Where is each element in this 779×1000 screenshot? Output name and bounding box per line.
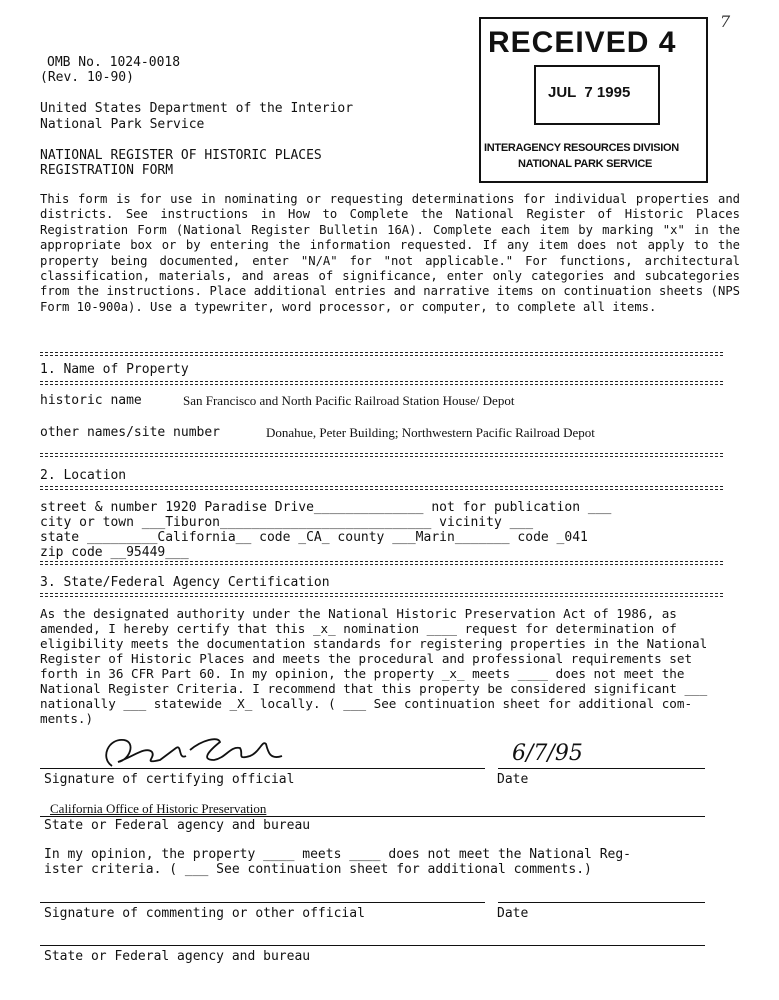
section-divider	[40, 561, 723, 565]
state-county-line[interactable]: state _________California__ code _CA_ county ___Marin_______ code _041	[40, 530, 588, 545]
certification-text: eligibility meets the documentation standards for registering properties in the National	[40, 636, 708, 651]
agency-value[interactable]: California Office of Historic Preservation	[50, 801, 267, 816]
corner-mark: 7	[720, 12, 731, 31]
department: United States Department of the Interior	[40, 101, 354, 116]
certification-text: As the designated authority under the National Historic Preservation Act of 1986, as	[40, 606, 677, 621]
other-names-value[interactable]: Donahue, Peter Building; Northwestern Pacific Railroad Depot	[266, 425, 595, 440]
certification-text: nationally ___ statewide _X_ locally. ( ___ See continuation sheet for additional com-	[40, 696, 693, 711]
section-divider	[40, 352, 723, 356]
historic-name-value[interactable]: San Francisco and North Pacific Railroad Station House/ Depot	[183, 393, 515, 408]
zip-code-line[interactable]: zip code __95449___	[40, 545, 189, 560]
signature-line	[40, 768, 485, 769]
date-label: Date	[497, 772, 529, 787]
other-names-label: other names/site number	[40, 425, 221, 440]
section-divider	[40, 453, 723, 457]
agency-line-2	[40, 945, 705, 946]
section-divider	[40, 381, 723, 385]
stamp-received: RECEIVED 4	[488, 26, 677, 59]
opinion-text: In my opinion, the property ____ meets ____ does not meet the National Reg-	[44, 847, 631, 862]
form-subtitle: REGISTRATION FORM	[40, 163, 174, 178]
commenting-date-line	[498, 902, 705, 903]
stamp-date: JUL 7 1995	[548, 84, 631, 101]
certification-text: ments.)	[40, 711, 94, 726]
section-3-heading: 3. State/Federal Agency Certification	[40, 575, 330, 590]
historic-name-label: historic name	[40, 393, 142, 408]
city-town-line[interactable]: city or town ___Tiburon___________________________ vicinity ___	[40, 515, 534, 530]
stamp-division: INTERAGENCY RESOURCES DIVISION	[484, 142, 679, 154]
agency-line	[40, 816, 705, 817]
street-number-line[interactable]: street & number 1920 Paradise Drive______________ not for publication ___	[40, 500, 612, 515]
certification-text: forth in 36 CFR Part 60. In my opinion, the property _x_ meets ____ does not meet the	[40, 666, 685, 681]
section-2-heading: 2. Location	[40, 468, 127, 483]
agency-label: State or Federal agency and bureau	[44, 818, 311, 833]
date-line	[498, 768, 705, 769]
section-1-heading: 1. Name of Property	[40, 362, 189, 377]
section-divider	[40, 486, 723, 490]
signed-date: 6/7/95	[512, 741, 583, 766]
certification-text: amended, I hereby certify that this _x_ nomination ____ request for determination of	[40, 621, 677, 636]
form-title: NATIONAL REGISTER OF HISTORIC PLACES	[40, 148, 322, 163]
omb-number: OMB No. 1024-0018	[47, 55, 181, 70]
certification-text: National Register Criteria. I recommend that this property be considered significant ___	[40, 681, 708, 696]
stamp-service: NATIONAL PARK SERVICE	[518, 158, 653, 170]
instructions-paragraph: This form is for use in nominating or requesting determinations for individual properties and districts. See instructions in How to Complete the National Register of Historic Places Registration Form (National Register Bulletin 16A). Complete each item by marking "x" in the appropriate box or by entering the information requested. If any item does not apply to the property being documented, enter "N/A" for "not applicable." For functions, architectural classification, materials, and areas of significance, enter only categories and subcategories from the instructions. Place additional entries and narrative items on continuation sheets (NPS Form 10-900a). Use a typewriter, word processor, or computer, to complete all items.	[40, 192, 740, 314]
agency-label-2: State or Federal agency and bureau	[44, 949, 311, 964]
certification-text: Register of Historic Places and meets the procedural and professional requirements set	[40, 651, 693, 666]
opinion-text: ister criteria. ( ___ See continuation sheet for additional comments.)	[44, 862, 592, 877]
signature-label: Signature of certifying official	[44, 772, 295, 787]
revision: (Rev. 10-90)	[40, 70, 134, 85]
commenting-signature-line	[40, 902, 485, 903]
commenting-date-label: Date	[497, 906, 529, 921]
commenting-official-label: Signature of commenting or other official	[44, 906, 365, 921]
service: National Park Service	[40, 117, 205, 132]
section-divider	[40, 593, 723, 597]
